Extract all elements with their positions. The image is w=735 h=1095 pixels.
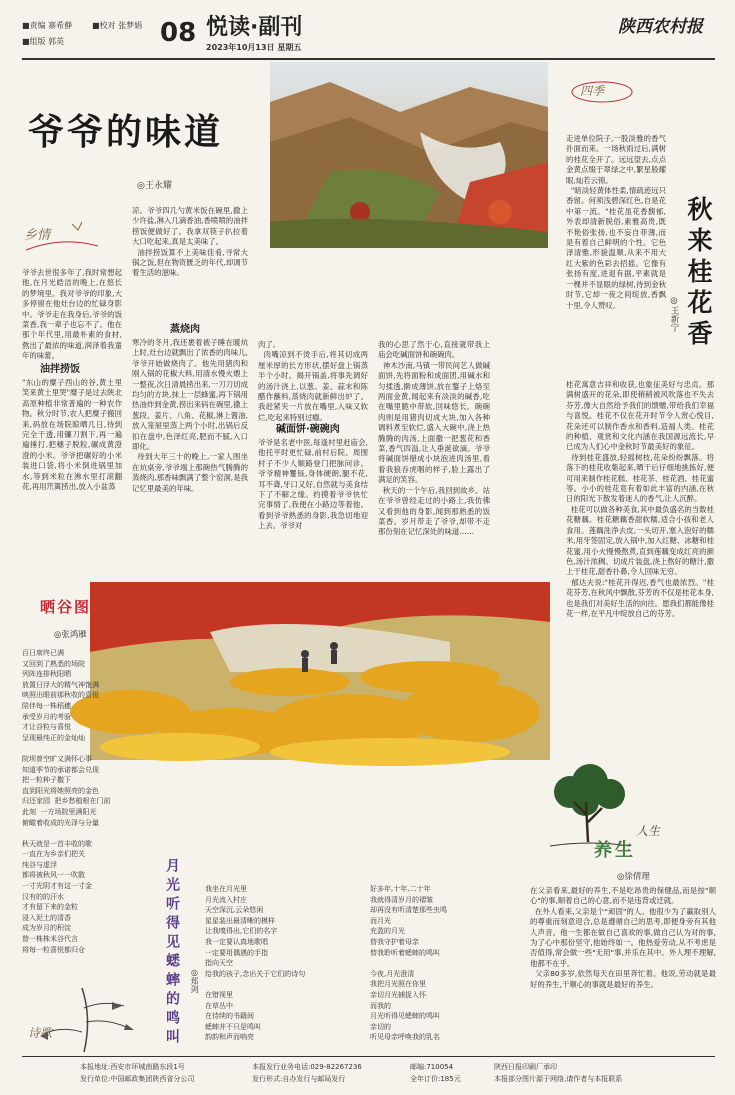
poem-line: 归还家园 把乡愁植根在门前 (22, 797, 111, 806)
poem-line (22, 828, 156, 839)
newspaper-logo: 陕西农村报 (618, 17, 703, 37)
article1-author: ◎王永耀 (137, 181, 172, 191)
poem-line: 让我嗅得出,它们的名字 (205, 927, 278, 936)
poem-line: 陪伴每一株稻穗 (22, 701, 71, 710)
article1-col3-body: 爷爷是名老中医,每逢村里赶庙会,他托平时更忙碌,前村后院、周围村子不少人顺路登门把脉问诊。爷爷精神矍铄,身体硬朗,腿不花,耳不聋,牙口又好,自然就与美食结下了不解之缘。约摸着爷爷快忙完事情了,我便在小路边等着他。看到爷爷熟悉的身影,我急切地迎上去。爷爷对 (258, 438, 368, 531)
article1-col4: 我的心思了然于心,直接就带我上庙会吃碱面饼和碗碗肉。 神木沙南,马镇一带民间艺人做碱面饼,先将面粉和成面团,用碱水和匀揉透,擀成薄饼,放在鏊子上烙至两面金黄,闻起来有淡淡的碱香,吃在嘴里脆中带软,回味悠长。碗碗肉则是用猪肉切成大块,加入各种调料煮至软烂,盛入大碗中,浇上热腾腾的肉汤,上面撒一把葱花和香菜,香气四溢,让人垂涎欲滴。爷爷将碱面饼掰成小块泡进肉汤里,看着我狼吞虎咽的样子,脸上露出了满足的笑容。 秋天的一个午后,我回到故乡。站在爷爷曾经走过的小路上,我仿佛又看到他的身影,闻到那熟悉的饭菜香。岁月带走了爷爷,却带不走那份刻在记忆深处的味道…… (378, 340, 490, 537)
footer-address: 本报地址:西安市环城南路东段1号 (80, 1063, 185, 1071)
poem1-title: 晒谷图 (40, 598, 92, 616)
poem-line: 纯谷与虚浮 (22, 860, 57, 869)
poem-line: 院坝曾空旷又满怀心事 (22, 754, 92, 763)
footer-phone: 本报发行业务电话:029-82267236 (252, 1063, 362, 1071)
article1-col2-top: 凉。爷爷四几勺黄米饭在碗里,撒上少许盐,淋入几滴香油,香喷喷的油拌捞饭便做好了。我拿双筷子扒拉着大口吃起来,真是太美味了。 油拌捞饭算不上美味佳肴,寻常大锅之饭,但在物资匮乏的年代,却调节着生活的滋味。 (132, 206, 248, 278)
poem-line: 汉有的的汗水 (22, 892, 64, 901)
proof-credit: ■校对 张梦娟 (92, 21, 143, 30)
poem-line: 今夜,月光澄清 (370, 969, 415, 978)
poem-line: 却再没有听清楚那些虫鸣 (370, 906, 447, 915)
poem-line: 韵韵和声而响亮 (205, 1033, 254, 1042)
footer-distributor: 发行单位:中国邮政集团陕西省分公司 (80, 1075, 195, 1083)
article2-author: ◎王新宁 (669, 296, 679, 332)
poem-line: 月光听得见蟋蟀的鸣叫 (370, 1012, 440, 1021)
article1-col2-body: 寒冷的冬月,我还裹着被子睡在暖炕上时,灶台边就飘出了浓香的肉味儿,爷爷开始做烧肉了。他先用猪肉和刚入锅的花椒大料,用清水慢火煨上一整夜,次日清晨捞出来,一刀刀切成均匀的方块,抹上一层蜂蜜,再下锅用热油炸到金黄,捞出来码在碗里,撒上葱段、姜片、八角、花椒,淋上酱油,放入笼屉里蒸上两个小时,出锅后反扣在盘中,色泽红亮,肥而不腻,入口即化。 待到大年三十的晚上,一家人围坐在炕桌旁,爷爷端上那碗热气腾腾的蒸烧肉,那香味飘满了整个窑洞,是我记忆里最美的年味。 (132, 338, 248, 493)
article1-sub-lubanfan: 油拌捞饭 (40, 364, 80, 375)
article1-col3-top: 肉了。 肉嘴凉到不烫手后,将其切成两厘米厚的长方形状,摆好盘上锅蒸半个小时。揭开锅盖,将事先调好的汤汁浇上,以葱、姜、蒜末和陈醋作蘸料,蒸烧肉就新鲜出炉了。我赶紧夹一片放在嘴里,入味又软烂,吃起来特别过瘾。 (258, 340, 368, 422)
village-photo-art (270, 62, 548, 248)
article2-col1: 走进单位院子,一股淡雅的香气扑面而来。一场秋雨过后,满树的桂花全开了。远远望去,点点金黄点缀于翠绿之中,繁星般耀眼,灿若云锦。 "暗淡轻黄体性柔,情疏迹远只香留。何须浅碧深红色,自是花中第一流。"桂花虽花香馥郁,外表却清新脱俗,素雅高贵,既不艳俗张扬,也不妄自菲薄,而是有着自己鲜明的个性。它色泽清雅,形貌温顺,从来不用大红大紫的色彩去招摇。它像有张扬有度,进退有据,平素就是一棵并不显眼的绿树,待到金秋时节,它却一夜之间绽放,香飘十里,令人赞叹。 (566, 134, 667, 310)
poem-line: 在待续的书籍间 (205, 1012, 254, 1021)
poem-line: 亲切月光捕捉入怀 (370, 990, 426, 999)
poem-line: 成为岁月的积淀 (22, 924, 71, 933)
tag-siji-label: 四季 (580, 84, 605, 98)
poem-line: 呈现最纯正的金灿灿 (22, 733, 85, 742)
footer-printer: 陕西日报印刷厂承印 (494, 1063, 557, 1071)
poem-line: 给我的孩子,念出关于它们的诗句 (205, 969, 306, 978)
footer-price: 全年订价:185元 (410, 1075, 461, 1083)
design-credit: ■组版 郭英 (22, 37, 65, 46)
poem-line: 此刻 一方场院里满阳光 (22, 807, 97, 816)
poem-line: 月光流入村庄 (205, 895, 247, 904)
poem-line: 一定要用偶遇的手指 (205, 948, 268, 957)
poem-line: 映照出眼前那秋收的喜悦 (22, 691, 99, 700)
footer-postcode: 邮编:710054 (410, 1063, 454, 1071)
poem-line: 承受岁月的考验 (22, 712, 71, 721)
poem-line: 替我守护着母亲 (370, 937, 419, 946)
article2-col2: 桂花寓意吉祥和收获,也象征美好与忠贞。那满树盛开的花朵,即使稍稍被风吹落也不失去芬芳,像大自然给予我们的馈赠,带给我们幸福与喜悦。桂花不仅在花开时节令人赏心悦目,花朵还可以制作香水和香料,造福人类。桂花的种植、观赏和文化内涵在我国源远流长,早已成为人们心中金秋时节最美好的象征。 待到桂花盛放,轻摇树枝,花朵纷纷飘落。将落下的桂花收集起来,晒干后仔细地挑拣好,便可用来制作桂花糕、桂花茶、桂花酒、桂花蜜等。小小的桂花竟有着如此丰富的内涵,在秋日的阳光下散发着迷人的香气,让人沉醉。 桂花可以做各种美食,其中最负盛名的当数桂花糖藕。桂花糖藕香甜软糯,适合小孩和老人食用。莲藕洗净去皮,一头切开,塞入泡好的糯米,用牙签固定,放入锅中,加入红糖、冰糖和桂花蜜,用小火慢慢熬煮,直到莲藕变成红亮的颜色,汤汁浓稠。切成片装盘,浇上熬好的糖汁,撒上干桂花,甜香扑鼻,令人回味无穷。 郁达夫说:"桂花开得迟,香气也最浓烈。"桂花芬芳,在秋风中飘散,芬芳的不仅是桂花本身,也是我们对美好生活的向往。愿我们都能像桂花一样,在平凡中绽放自己的芬芳。 (566, 380, 715, 618)
poem-line: 直到阳光将她照亮的金色 (22, 786, 99, 795)
issue-date: 2023年10月13日 星期五 (206, 43, 302, 52)
bamboo-icon (22, 988, 152, 1052)
poem-line: 替我聆听着蟋蟀的鸣叫 (370, 948, 440, 957)
article1-sub-jianmianbing: 碱面饼·碗碗肉 (276, 424, 340, 435)
poem-line: 星星装出最清晰的模样 (205, 916, 275, 925)
poem-line: 而月光 (370, 916, 391, 925)
poem-line: 俯瞰着收成的光泽与分量 (22, 818, 99, 827)
poem1-body (22, 648, 156, 988)
poem2-col2 (370, 884, 520, 1052)
poem-line: 指向天空 (205, 959, 233, 968)
article1-title: 爷爷的味道 (28, 112, 224, 153)
village-photo (270, 62, 548, 248)
poem-line: 一寸光阴才有这一寸金 (22, 882, 92, 891)
poem-line: 都将被秋风一一吹散 (22, 871, 85, 880)
article1-sub-zhengshaorou: 蒸烧肉 (170, 324, 200, 335)
poem-line: 才有留下来的金粒 (22, 903, 78, 912)
poem-line: 好多年,十年,二十年 (370, 885, 431, 893)
poem-line: 在草丛中 (205, 1001, 233, 1010)
article3-body: 在父亲看来,最好的养生,不是吃昂贵的保健品,而是按"顺心"的事,顺着自己的心意,而不是违背或迁就。 在外人看来,父亲是个"顽固"的人。他很少为了赢取别人的尊重而刻意迎合,总是遵循自己的思考,即便身旁有其他人声音。他一生都在做自己喜欢的事,做自己认为对的事,为了心中那份坚守,他始终如一。他热爱劳动,从不考虑是否值得,常会做一些"无用"事,并乐在其中。外人理不理解,他都不在乎。 父亲80多岁,依然每天在田里奔忙着。他说,劳动就是最好的养生,干顺心的事就是最好的养生。 (530, 886, 717, 989)
poem2-col1 (205, 884, 365, 1052)
article2-title: 秋来桂花香 (684, 196, 713, 351)
corn-photo-art (90, 582, 550, 760)
poem-line: 列阵连排秋阳晒 (22, 670, 71, 679)
corn-photo (90, 582, 550, 760)
poem-line: 才让谷粒与喜悦 (22, 723, 71, 732)
article1-col1-body: "东山的糜子西山的谷,黄土里笑来黄土里哭"糜子是过去陕北高原种植非常普遍的一种农作物。秋分时节,农人把糜子搬回来,码放在场院晾晒几日,待到完全干透,用镰刀割下,再一遍遍捶打,把穗子脱粒,碾成黄澄澄的小米。爷爷把碾好的小米装进口袋,将小米倒进锅里加水,等到米粒在沸水里打滚翻花,再用笊篱捞出,放入小盆蒸 (22, 378, 122, 492)
poem-line: 把一粒种子撒下 (22, 776, 71, 785)
tag-shige-label: 诗歌 (28, 1026, 53, 1040)
poem-line: 我就得清岁月的褶皱 (370, 895, 433, 904)
tag-xiangqing (22, 216, 102, 256)
poem-line: 一直在为乡亲们把关 (22, 850, 85, 859)
poem-line: 我一定要认真地歌唱 (205, 937, 268, 946)
poem-line: 而我的 (370, 1001, 391, 1010)
poem-line (22, 743, 156, 754)
article3-author: ◎徐倩理 (617, 872, 650, 882)
poem-line: 放置日浮大的精气神饱满 (22, 680, 99, 689)
poem-line: 听见母亲呼唤我的乳名 (370, 1033, 440, 1042)
poem-line: 亲切的 (370, 1022, 391, 1031)
poem2-author: ◎郑剑 (190, 968, 199, 993)
poem-line: 充盈的月光 (370, 927, 405, 936)
poem-line: 知道季节的承诺都会兑现 (22, 765, 99, 774)
article3-title: 养生 (594, 840, 636, 861)
poem-line: 在错视里 (205, 990, 233, 999)
poem-line (205, 979, 365, 990)
poem-line: 又回到了熟悉的场院 (22, 659, 85, 668)
poem-line: 我把月光照在你里 (370, 980, 426, 989)
poem-line: 替一株株米谷代言 (22, 935, 78, 944)
tag-xiangqing-label: 乡情 (24, 228, 51, 243)
page-number: 08 (160, 18, 197, 48)
footer-form: 发行形式:自办发行与邮局发行 (252, 1075, 346, 1083)
poem-line: 百日席终已满 (22, 649, 64, 657)
header-rule (22, 58, 715, 60)
poem-line: 天空深沉,云朵悠闲 (205, 906, 264, 915)
section-title: 悦读·副刊 (206, 15, 303, 40)
poem2-title: 月光听得见蟋蟀的鸣叫 (164, 858, 180, 1048)
tag-siji (568, 72, 648, 112)
poem-line: 浸入泥土的清香 (22, 913, 71, 922)
poem-line: 我坐在月光里 (205, 885, 247, 893)
editor-credit: ■责编 寨希静 (22, 21, 73, 30)
footer-notice: 本报部分图片源于网络,请作者与本报联系 (494, 1075, 623, 1083)
poem-line: 将每一粒喜悦都归仓 (22, 945, 85, 954)
poem-line: 蟋蟀并不只是鸣叫 (205, 1022, 261, 1031)
poem-line (370, 958, 520, 969)
footer-rule (22, 1056, 715, 1057)
tag-rensheng: 人生 (636, 824, 661, 838)
poem-line: 秋天就是一首丰收的歌 (22, 839, 92, 848)
tag-shige (22, 988, 152, 1052)
poem1-author: ◎张鸿雁 (54, 630, 87, 640)
article1-intro: 爷爷去世很多年了,我时常想起他,在月光皓洁的晚上,在悠长的梦境里。我对爷爷的印象,大多停留在他灶台边的忙碌身影中。爷爷走在我身后,爷爷的饭菜香,我一辈子也忘不了。他在那个年代里,用最朴素的食材,熬出了最浓的味道,润泽着我童年的味蕾。 (22, 268, 122, 361)
